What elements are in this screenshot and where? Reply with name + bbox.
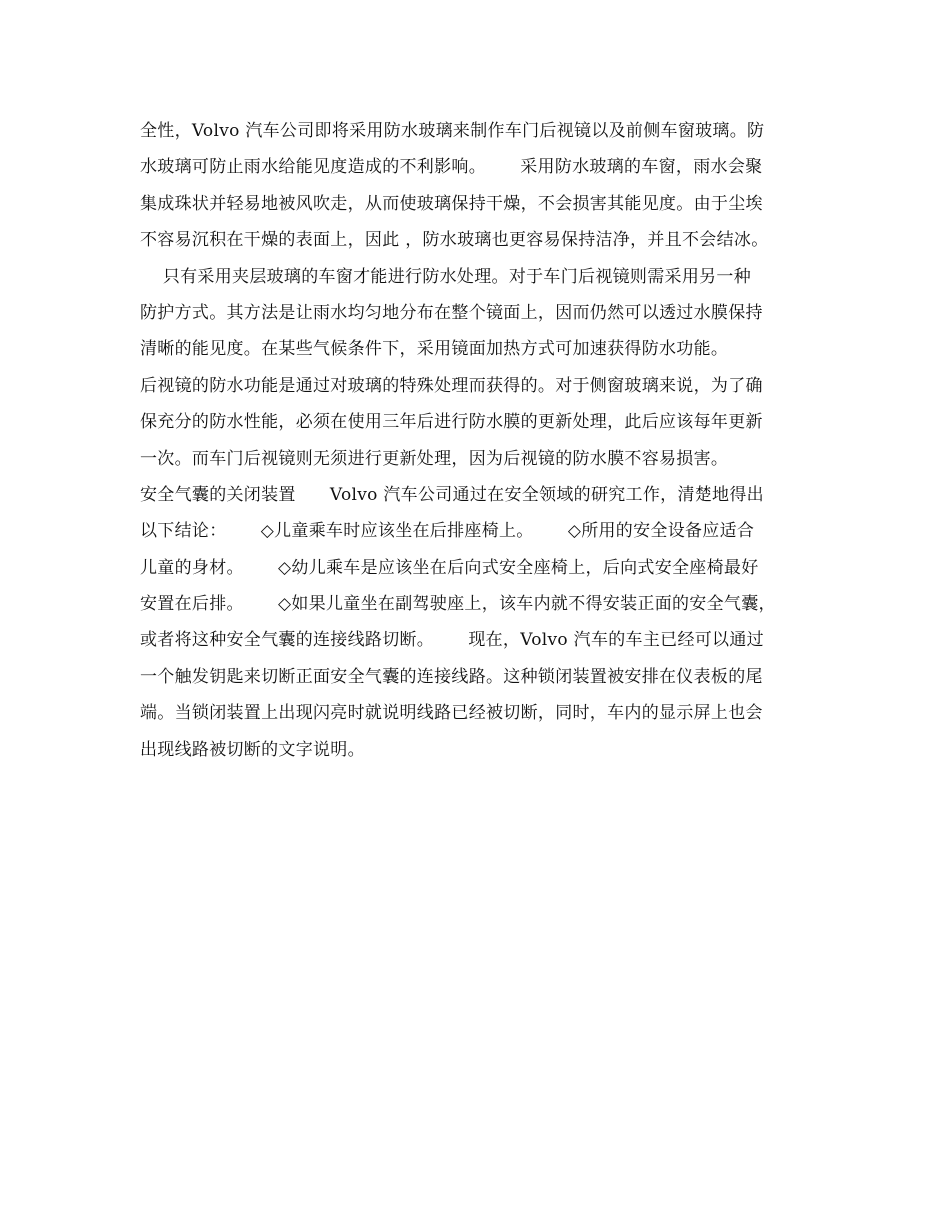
text-line: 不容易沉积在干燥的表面上，因此 ，防水玻璃也更容易保持洁净，并且不会结冰。	[140, 230, 769, 251]
text-line: 出现线路被切断的文字说明。	[140, 739, 365, 760]
text-line: 防护方式。其方法是让雨水均匀地分布在整个镜面上，因而仍然可以透过水膜保持	[140, 302, 763, 323]
text-line: 清晰的能见度。在某些气候条件下，采用镜面加热方式可加速获得防水功能。	[140, 339, 729, 360]
text-line: 只有采用夹层玻璃的车窗才能进行防水处理。对于车门后视镜则需采用另一种	[140, 266, 752, 287]
text-line: 安置在后排。 ◇如果儿童坐在副驾驶座上，该车内就不得安装正面的安全气囊，	[140, 594, 776, 615]
text-line: 以下结论： ◇儿童乘车时应该坐在后排座椅上。 ◇所用的安全设备应适合	[140, 521, 755, 542]
text-line: 或者将这种安全气囊的连接线路切断。 现在，Volvo 汽车的车主已经可以通过	[140, 630, 764, 651]
body-text	[140, 113, 820, 768]
text-line: 保充分的防水性能，必须在使用三年后进行防水膜的更新处理，此后应该每年更新	[140, 412, 763, 433]
text-line: 集成珠状并轻易地被风吹走，从而使玻璃保持干燥，不会损害其能见度。由于尘埃	[140, 193, 763, 214]
text-line: 一个触发钥匙来切断正面安全气囊的连接线路。这种锁闭装置被安排在仪表板的尾	[140, 666, 763, 687]
text-line: 一次。而车门后视镜则无须进行更新处理，因为后视镜的防水膜不容易损害。	[140, 448, 729, 469]
text-line: 端。当锁闭装置上出现闪亮时就说明线路已经被切断，同时，车内的显示屏上也会	[140, 703, 763, 724]
text-line: 水玻璃可防止雨水给能见度造成的不利影响。 采用防水玻璃的车窗，雨水会聚	[140, 157, 763, 178]
text-line: 儿童的身材。 ◇幼儿乘车是应该坐在后向式安全座椅上，后向式安全座椅最好	[140, 557, 759, 578]
text-line: 后视镜的防水功能是通过对玻璃的特殊处理而获得的。对于侧窗玻璃来说，为了确	[140, 375, 763, 396]
text-line: 全性，Volvo 汽车公司即将采用防水玻璃来制作车门后视镜以及前侧车窗玻璃。防	[140, 121, 765, 141]
text-line: 安全气囊的关闭装置 Volvo 汽车公司通过在安全领域的研究工作，清楚地得出	[140, 484, 764, 505]
